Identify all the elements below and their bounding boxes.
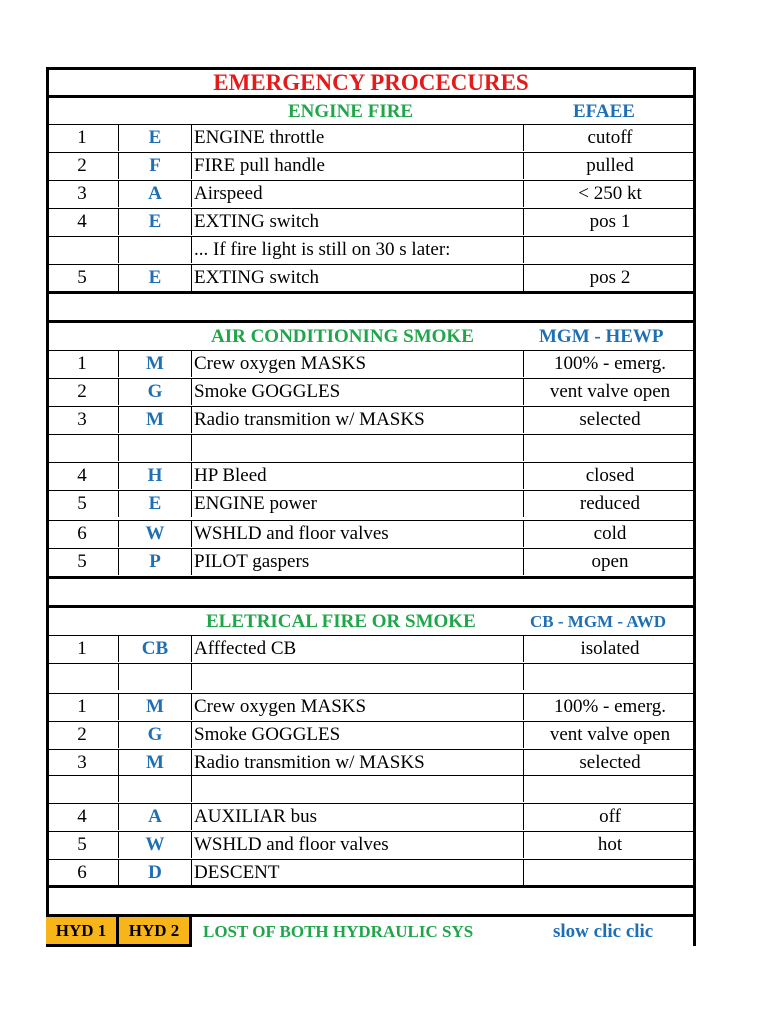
page-title: EMERGENCY PROCECURES — [213, 69, 529, 95]
step-value: pos 2 — [589, 267, 631, 288]
step-description — [192, 664, 524, 690]
step-description: Crew oxygen MASKS — [192, 351, 524, 377]
table-row — [46, 859, 696, 886]
mnemonic-letter: H — [119, 463, 192, 489]
section-mnemonic: MGM - HEWP — [539, 326, 664, 347]
step-number: 2 — [46, 379, 119, 405]
table-row — [46, 663, 696, 690]
table-row — [46, 350, 696, 377]
mnemonic-letter: G — [119, 379, 192, 405]
step-number: 3 — [46, 181, 119, 207]
step-value: hot — [597, 834, 623, 855]
step-number: 4 — [46, 209, 119, 235]
step-number — [46, 776, 119, 802]
step-number: 1 — [46, 125, 119, 151]
step-description: ... If fire light is still on 30 s later: — [192, 237, 524, 263]
step-description: Radio transmition w/ MASKS — [192, 750, 524, 776]
table-row — [46, 520, 696, 547]
step-value: cold — [593, 523, 627, 544]
step-number: 1 — [46, 636, 119, 662]
section-title: LOST OF BOTH HYDRAULIC SYS — [203, 922, 474, 941]
table-row — [46, 803, 696, 830]
mnemonic-letter: A — [119, 804, 192, 830]
step-description: DESCENT — [192, 860, 524, 886]
table-row — [46, 635, 696, 662]
step-value: 100% - emerg. — [553, 353, 667, 374]
section-mnemonic: EFAEE — [573, 101, 635, 122]
step-number: 3 — [46, 407, 119, 433]
step-number: 4 — [46, 804, 119, 830]
hyd1-badge: HYD 1 — [46, 917, 119, 947]
table-row — [46, 152, 696, 179]
mnemonic-letter: E — [119, 125, 192, 151]
table-row — [46, 693, 696, 720]
table-row — [46, 180, 696, 207]
table-row — [46, 548, 696, 575]
step-description — [192, 435, 524, 461]
mnemonic-letter: E — [119, 209, 192, 235]
step-number — [46, 435, 119, 461]
step-number: 6 — [46, 860, 119, 886]
section-header-hydraulic — [46, 914, 696, 947]
table-row — [46, 208, 696, 235]
section-title: ELETRICAL FIRE OR SMOKE — [206, 611, 476, 632]
step-value: selected — [579, 752, 641, 773]
step-value — [524, 237, 696, 263]
table-row — [46, 721, 696, 748]
mnemonic-letter: W — [119, 832, 192, 858]
table-row — [46, 749, 696, 776]
step-description: EXTING switch — [192, 209, 524, 235]
step-description: Afffected CB — [192, 636, 524, 662]
step-description: Radio transmition w/ MASKS — [192, 407, 524, 433]
step-description: Smoke GOGGLES — [192, 379, 524, 405]
step-value: selected — [579, 409, 641, 430]
section-title: ENGINE FIRE — [288, 101, 414, 122]
step-value: cutoff — [587, 127, 633, 148]
step-number: 5 — [46, 491, 119, 517]
procedures-sheet — [46, 67, 696, 947]
section-spacer — [46, 885, 696, 916]
table-row — [46, 406, 696, 433]
step-description: WSHLD and floor valves — [192, 832, 524, 858]
step-value: pos 1 — [589, 211, 631, 232]
section-spacer — [46, 576, 696, 607]
step-value: vent valve open — [549, 381, 671, 402]
mnemonic-letter — [119, 237, 192, 263]
mnemonic-letter: CB — [119, 636, 192, 662]
step-number: 1 — [46, 694, 119, 720]
step-number — [46, 664, 119, 690]
section-spacer — [46, 291, 696, 322]
step-value: off — [599, 806, 621, 827]
table-row — [46, 378, 696, 405]
section-title: AIR CONDITIONING SMOKE — [211, 326, 474, 347]
step-value: open — [591, 551, 629, 572]
step-value — [524, 776, 696, 802]
step-number: 3 — [46, 750, 119, 776]
mnemonic-letter: G — [119, 722, 192, 748]
step-number — [46, 237, 119, 263]
step-description: WSHLD and floor valves — [192, 521, 524, 547]
step-description: FIRE pull handle — [192, 153, 524, 179]
step-description: HP Bleed — [192, 463, 524, 489]
step-description: EXTING switch — [192, 265, 524, 291]
step-description: ENGINE throttle — [192, 125, 524, 151]
table-row — [46, 775, 696, 802]
step-value: reduced — [579, 493, 641, 514]
table-row — [46, 236, 696, 263]
step-value — [524, 435, 696, 461]
table-row — [46, 490, 696, 517]
step-description: AUXILIAR bus — [192, 804, 524, 830]
step-value: closed — [585, 465, 635, 486]
mnemonic-letter: D — [119, 860, 192, 886]
mnemonic-letter — [119, 435, 192, 461]
step-number: 5 — [46, 265, 119, 291]
step-value — [524, 664, 696, 690]
step-number: 2 — [46, 722, 119, 748]
mnemonic-letter — [119, 664, 192, 690]
step-value — [524, 860, 696, 886]
mnemonic-letter — [119, 776, 192, 802]
table-row — [46, 124, 696, 151]
section-header-air-conditioning-smoke — [46, 320, 696, 351]
mnemonic-letter: F — [119, 153, 192, 179]
mnemonic-letter: M — [119, 407, 192, 433]
step-description: PILOT gaspers — [192, 549, 524, 575]
section-header-engine-fire — [46, 95, 696, 126]
section-mnemonic: CB - MGM - AWD — [530, 612, 666, 631]
step-value: 100% - emerg. — [553, 696, 667, 717]
mnemonic-letter: P — [119, 549, 192, 575]
step-number: 2 — [46, 153, 119, 179]
step-number: 6 — [46, 521, 119, 547]
step-value: isolated — [580, 638, 640, 659]
step-value: < 250 kt — [578, 183, 642, 204]
mnemonic-letter: E — [119, 491, 192, 517]
hyd2-badge: HYD 2 — [119, 917, 192, 947]
step-description: Airspeed — [192, 181, 524, 207]
step-value: pulled — [586, 155, 634, 176]
step-number: 4 — [46, 463, 119, 489]
mnemonic-letter: E — [119, 265, 192, 291]
step-number: 1 — [46, 351, 119, 377]
mnemonic-letter: M — [119, 694, 192, 720]
step-description: ENGINE power — [192, 491, 524, 517]
table-row — [46, 462, 696, 489]
mnemonic-letter: M — [119, 351, 192, 377]
step-number: 5 — [46, 832, 119, 858]
section-mnemonic: slow clic clic — [553, 921, 654, 942]
table-row — [46, 831, 696, 858]
step-description: Crew oxygen MASKS — [192, 694, 524, 720]
mnemonic-letter: A — [119, 181, 192, 207]
section-header-electrical-fire — [46, 605, 696, 636]
step-description — [192, 776, 524, 802]
step-description: Smoke GOGGLES — [192, 722, 524, 748]
table-row — [46, 264, 696, 291]
mnemonic-letter: W — [119, 521, 192, 547]
mnemonic-letter: M — [119, 750, 192, 776]
step-value: vent valve open — [549, 724, 671, 745]
step-number: 5 — [46, 549, 119, 575]
table-row — [46, 434, 696, 461]
